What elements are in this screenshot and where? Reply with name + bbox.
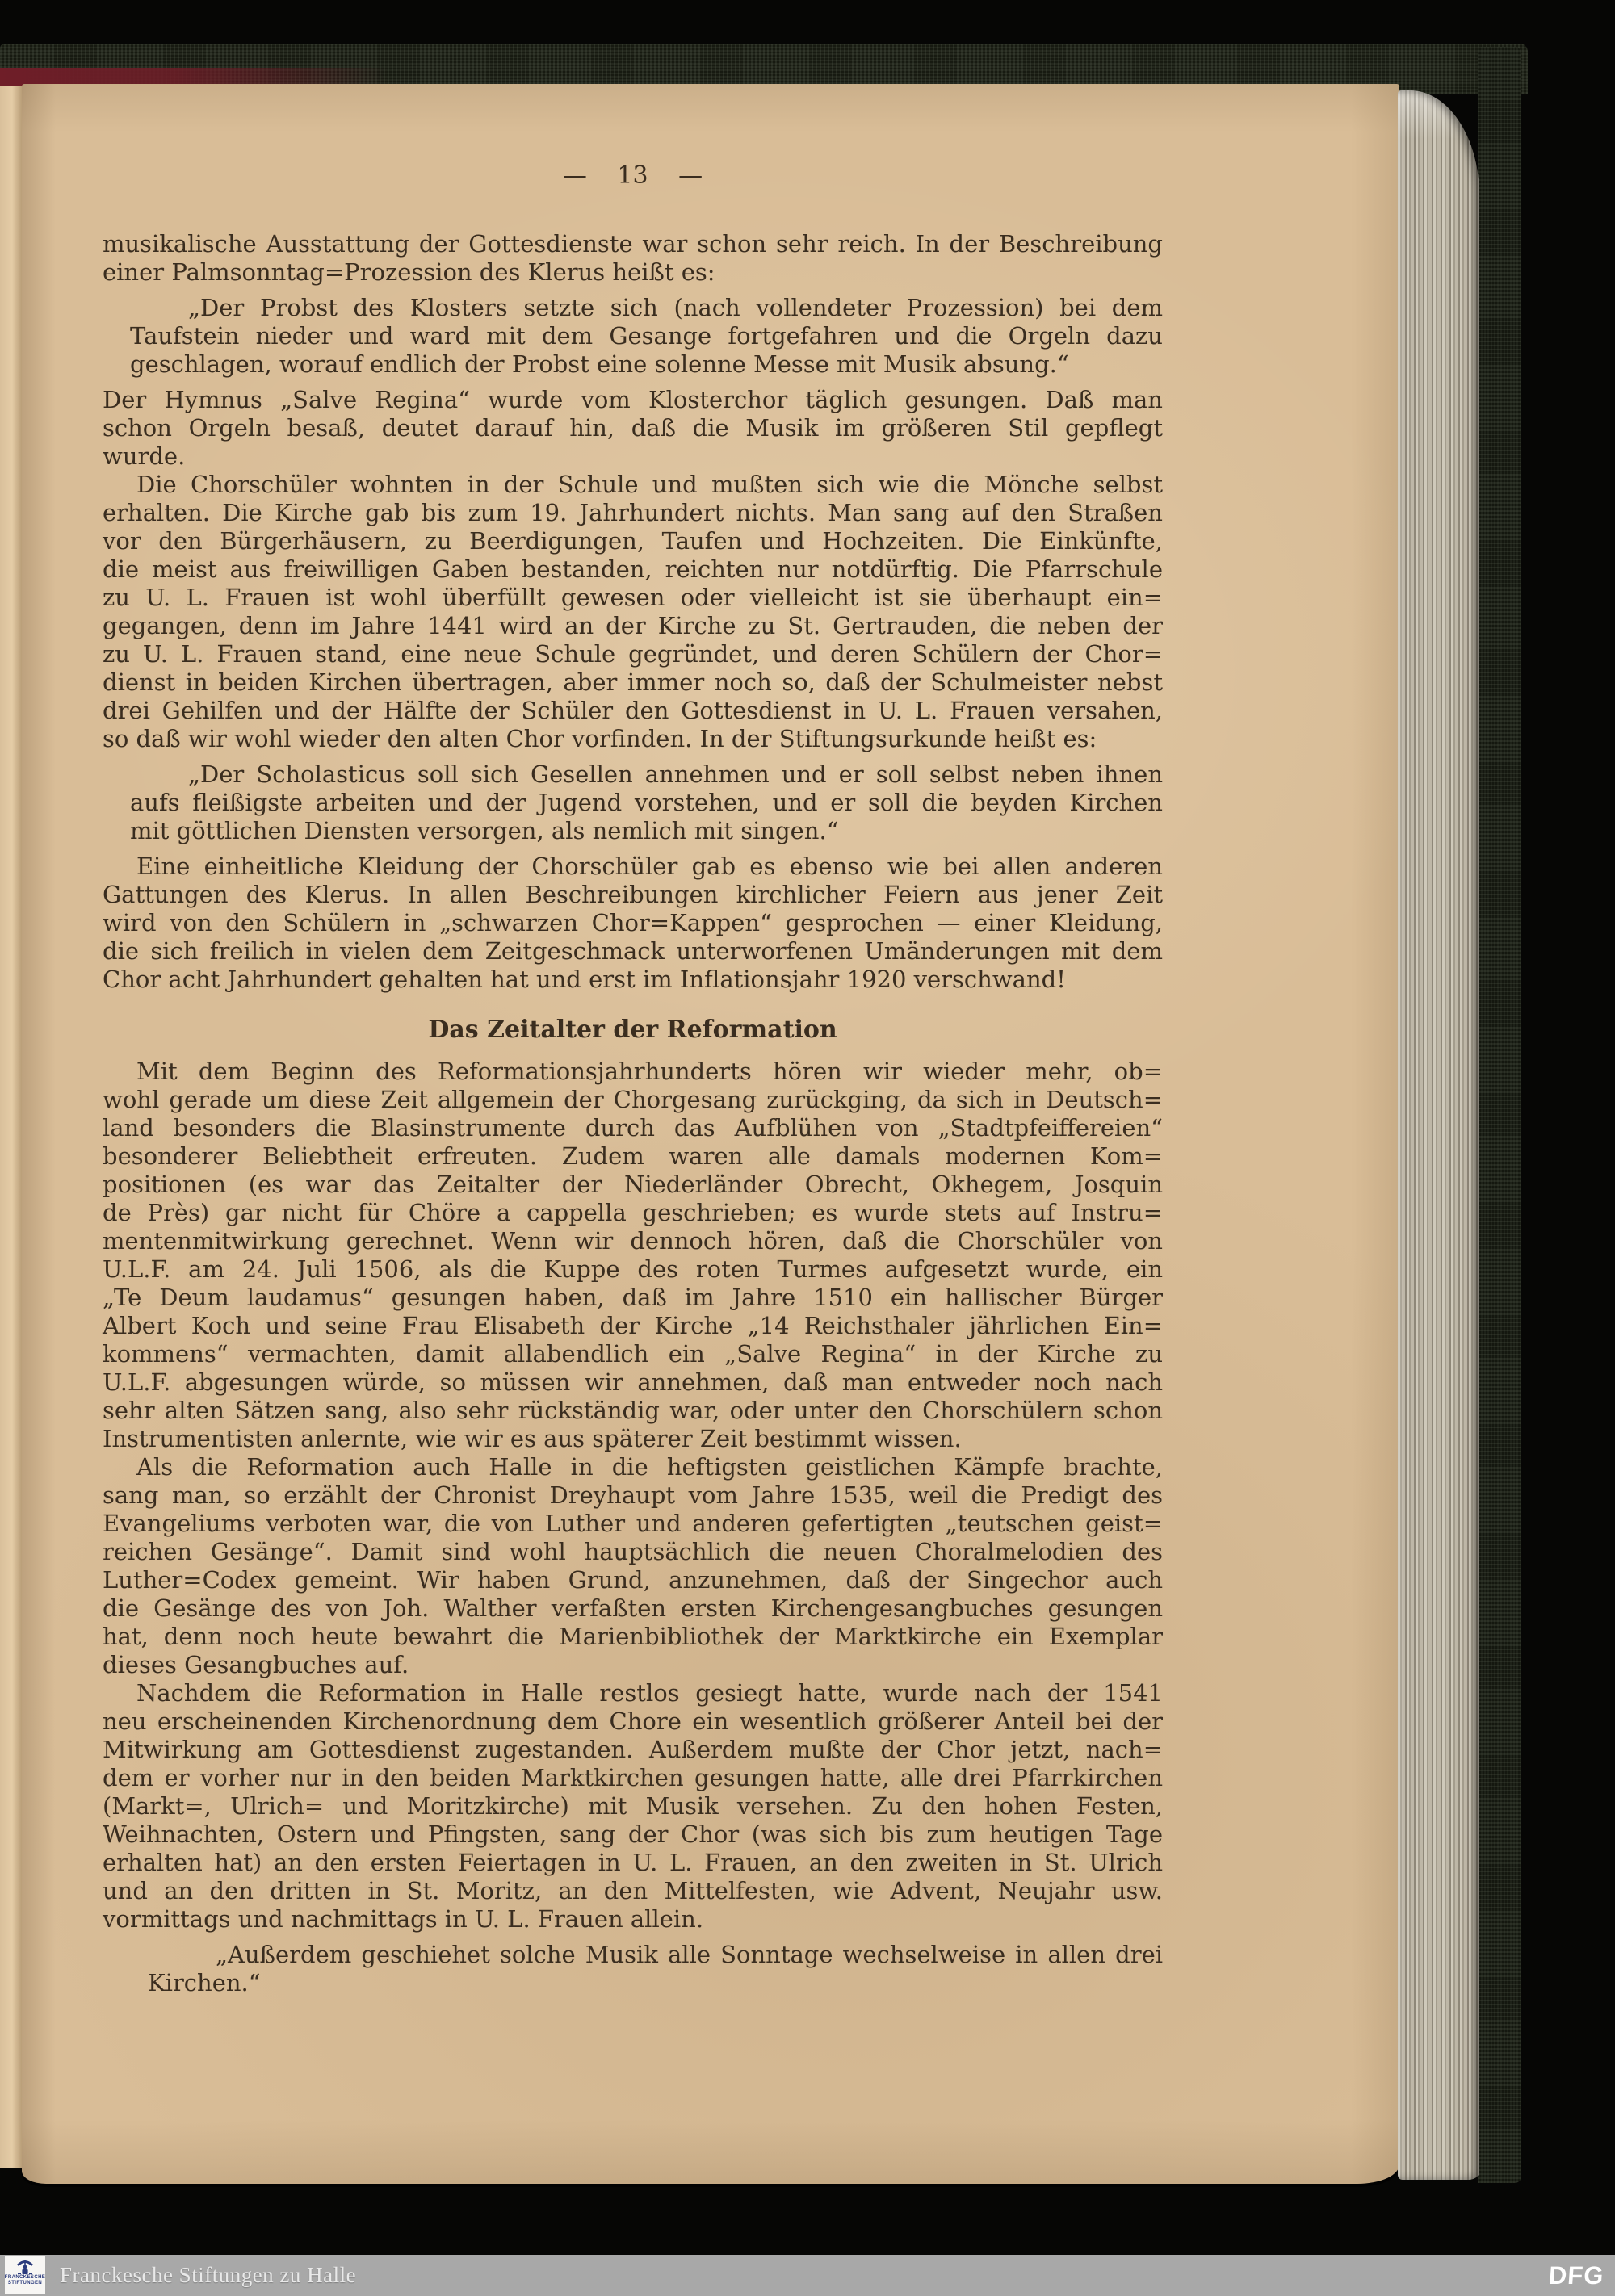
text-line: die meist aus freiwilligen Gaben bestanden, reichten nur notdürftig. Die Pfarrschule: [103, 555, 1163, 583]
text-line: „Der Scholasticus soll sich Gesellen annehmen und er soll selbst neben ihnen: [188, 760, 1163, 788]
text-line: vormittags und nachmittags in U. L. Frauen allein.: [103, 1905, 704, 1933]
text-line: geschlagen, worauf endlich der Probst eine solenne Messe mit Musik absung.“: [130, 350, 1069, 378]
block-quote: [130, 294, 1163, 379]
paragraph: [103, 1679, 1163, 1934]
institution-name: Franckesche Stiftungen zu Halle: [60, 2263, 357, 2287]
text-line: sehr alten Sätzen sang, also sehr rückständig war, oder unter den Chorschülern schon: [103, 1397, 1163, 1424]
text-line: land besonders die Blasinstrumente durch das Aufblühen von „Stadtpfeiffereien“: [103, 1114, 1163, 1142]
text-line: die Gesänge des von Joh. Walther verfaßten ersten Kirchengesangbuches gesungen: [103, 1594, 1163, 1622]
text-line: schon Orgeln besaß, deutet darauf hin, daß die Musik im größeren Stil gepflegt: [103, 414, 1163, 442]
text-line: reichen Gesänge“. Damit sind wohl hauptsächlich die neuen Choralmelodien des: [103, 1538, 1163, 1565]
text-line: wurde.: [103, 442, 186, 470]
text-line: U.L.F. abgesungen würde, so müssen wir annehmen, daß man entweder noch nach: [103, 1368, 1163, 1396]
text-line: wohl gerade um diese Zeit allgemein der Chorgesang zurückging, da sich in Deutsch=: [103, 1086, 1163, 1113]
text-line: Die Chorschüler wohnten in der Schule und mußten sich wie die Mönche selbst: [136, 471, 1163, 498]
text-line: Albert Koch und seine Frau Elisabeth der Kirche „14 Reichsthaler jährlichen Ein=: [103, 1312, 1163, 1339]
page-stack-fore-edge: [1398, 90, 1479, 2180]
text-line: wird von den Schülern in „schwarzen Chor=Kappen“ gesprochen — einer Kleidung,: [103, 909, 1163, 936]
text-line: dienst in beiden Kirchen übertragen, aber immer noch so, daß der Schulmeister nebst: [103, 668, 1163, 696]
paragraph: [103, 471, 1163, 753]
text-line: dem er vorher nur in den beiden Marktkirchen gesungen hatte, alle drei Pfarrkirchen: [103, 1764, 1163, 1791]
text-line: Taufstein nieder und ward mit dem Gesange fortgefahren und die Orgeln dazu: [130, 322, 1163, 350]
text-line: U.L.F. am 24. Juli 1506, als die Kuppe des roten Turmes aufgesetzt wurde, ein: [103, 1255, 1163, 1283]
viewer-footer-bar: [0, 2255, 1615, 2296]
paragraph: [103, 1453, 1163, 1679]
book-cover-right-edge: [1478, 47, 1521, 2183]
text-line: drei Gehilfen und der Hälfte der Schüler den Gottesdienst in U. L. Frauen versahen,: [103, 697, 1163, 724]
text-line: Gattungen des Klerus. In allen Beschreibungen kirchlicher Feiern aus jener Zeit: [103, 881, 1163, 908]
text-line: die sich freilich in vielen dem Zeitgeschmack unterworfenen Umänderungen mit dem: [103, 937, 1163, 965]
francke-foundations-logo: [5, 2256, 45, 2294]
text-line: gegangen, denn im Jahre 1441 wird an der Kirche zu St. Gertrauden, die neben der: [103, 612, 1163, 639]
text-line: aufs fleißigste arbeiten und der Jugend vorstehen, und er soll die beyden Kirchen: [130, 789, 1163, 816]
text-line: Luther=Codex gemeint. Wir haben Grund, anzunehmen, daß der Singechor auch: [103, 1566, 1163, 1594]
text-line: Weihnachten, Ostern und Pfingsten, sang der Chor (was sich bis zum heutigen Tage: [103, 1820, 1163, 1848]
text-line: und an den dritten in St. Moritz, an den Mittelfesten, wie Advent, Neujahr usw.: [103, 1877, 1163, 1904]
text-line: Evangeliums verboten war, die von Luther und anderen gefertigten „teutschen geist=: [103, 1510, 1163, 1537]
text-line: mentenmitwirkung gerechnet. Wenn wir dennoch hören, daß die Chorschüler von: [103, 1227, 1163, 1255]
text-line: hat, denn noch heute bewahrt die Marienbibliothek der Marktkirche ein Exemplar: [103, 1623, 1163, 1650]
text-line: sang man, so erzählt der Chronist Dreyhaupt vom Jahre 1535, weil die Predigt des: [103, 1481, 1163, 1509]
section-heading: Das Zeitalter der Reformation: [428, 1016, 837, 1044]
block-quote: [130, 760, 1163, 845]
book-page: [22, 84, 1399, 2184]
text-line: Nachdem die Reformation in Halle restlos gesiegt hatte, wurde nach der 1541: [136, 1679, 1163, 1707]
text-line: (Markt=, Ulrich= und Moritzkirche) mit Musik versehen. Zu den hohen Festen,: [103, 1792, 1163, 1820]
text-line: Chor acht Jahrhundert gehalten hat und erst im Inflationsjahr 1920 verschwand!: [103, 966, 1066, 993]
text-line: neu erscheinenden Kirchenordnung dem Chore ein wesentlich größerer Anteil bei der: [103, 1707, 1163, 1735]
page-number-header: — 13 —: [562, 161, 703, 190]
paragraph: [103, 386, 1163, 471]
text-line: erhalten hat) an den ersten Feiertagen in U. L. Frauen, an den zweiten in St. Ulrich: [103, 1849, 1163, 1876]
text-column: [103, 84, 1163, 2005]
text-line: musikalische Ausstattung der Gottesdienste war schon sehr reich. In der Beschreibung: [103, 230, 1163, 258]
text-line: einer Palmsonntag=Prozession des Klerus heißt es:: [103, 258, 715, 286]
text-line: Mit dem Beginn des Reformationsjahrhunderts hören wir wieder mehr, ob=: [136, 1058, 1163, 1085]
text-line: Als die Reformation auch Halle in die heftigsten geistlichen Kämpfe brachte,: [136, 1453, 1163, 1481]
text-line: „Außerdem geschiehet solche Musik alle Sonntage wechselweise in allen drei: [216, 1941, 1163, 1968]
text-line: de Près) gar nicht für Chöre a cappella geschrieben; es wurde stets auf Instru=: [103, 1199, 1163, 1226]
text-line: „Der Probst des Klosters setzte sich (nach vollendeter Prozession) bei dem: [188, 294, 1163, 321]
text-line: erhalten. Die Kirche gab bis zum 19. Jahrhundert nichts. Man sang auf den Straßen: [103, 499, 1163, 526]
previous-page-edge: [0, 86, 22, 2168]
text-line: vor den Bürgerhäusern, zu Beerdigungen, Taufen und Hochzeiten. Die Einkünfte,: [103, 527, 1163, 555]
paragraph: [103, 853, 1163, 994]
text-line: dieses Gesangbuches auf.: [103, 1651, 409, 1678]
text-line: „Te Deum laudamus“ gesungen haben, daß im Jahre 1510 ein hallischer Bürger: [103, 1284, 1163, 1311]
block-quote: [148, 1941, 1163, 1997]
text-line: Eine einheitliche Kleidung der Chorschüler gab es ebenso wie bei allen anderen: [136, 853, 1163, 880]
text-line: mit göttlichen Diensten versorgen, als nemlich mit singen.“: [130, 817, 839, 844]
text-line: besonderer Beliebtheit erfreuten. Zudem waren alle damals modernen Kom=: [103, 1142, 1163, 1170]
text-line: positionen (es war das Zeitalter der Niederländer Obrecht, Okhegem, Josquin: [103, 1171, 1163, 1198]
text-line: so daß wir wohl wieder den alten Chor vorfinden. In der Stiftungsurkunde heißt es:: [103, 725, 1097, 752]
dfg-logo: DFG: [1547, 2260, 1605, 2290]
paragraph: [103, 230, 1163, 287]
text-line: Instrumentisten anlernte, wie wir es aus späterer Zeit bestimmt wissen.: [103, 1425, 962, 1452]
text-line: Kirchen.“: [148, 1969, 261, 1996]
text-line: kommens“ vermachten, damit allabendlich ein „Salve Regina“ in der Kirche zu: [103, 1340, 1163, 1368]
text-line: zu U. L. Frauen stand, eine neue Schule gegründet, und deren Schülern der Chor=: [103, 640, 1163, 668]
logo-text-line1: FRANCKESCHE: [4, 2275, 46, 2280]
francke-tower-icon: [15, 2257, 35, 2275]
text-line: zu U. L. Frauen ist wohl überfüllt gewesen oder vielleicht ist sie überhaupt ein=: [103, 584, 1163, 611]
logo-text-line2: STIFTUNGEN: [7, 2280, 43, 2286]
paragraph: [103, 1058, 1163, 1453]
text-line: Mitwirkung am Gottesdienst zugestanden. Außerdem mußte der Chor jetzt, nach=: [103, 1736, 1163, 1763]
text-line: Der Hymnus „Salve Regina“ wurde vom Klosterchor täglich gesungen. Daß man: [103, 386, 1163, 413]
